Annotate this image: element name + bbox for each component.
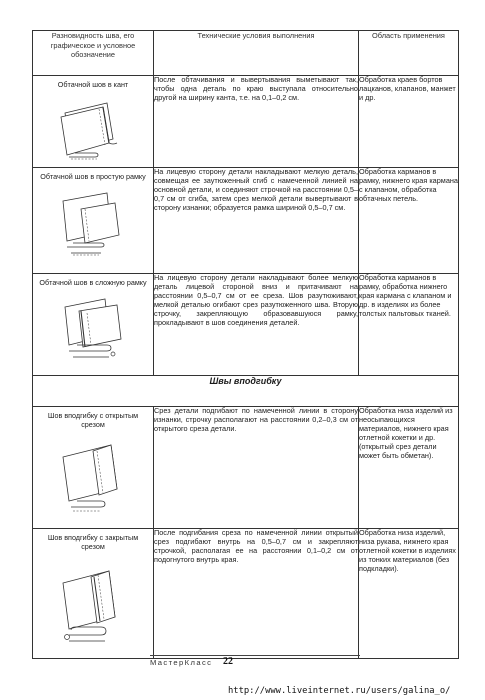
- seam-diagram-icon: [51, 187, 135, 259]
- seam-application: Обработка низа изделий из неосыпающихся материалов, нижнего края отлетной кокетки и др. (открытый срез детали может быть обметан).: [359, 407, 459, 529]
- page-footer: [150, 655, 360, 672]
- seam-type-cell: [33, 529, 154, 659]
- page-number: 22: [223, 656, 233, 667]
- seam-name: Шов вподгибку с закрытым срезом: [47, 533, 139, 552]
- seam-table: [32, 30, 459, 659]
- seam-condition: После подгибания среза по намеченной линии открытый срез подгибают внутрь на 0,5–0,7 см и закрепляют строчкой, располагая ее на расстоянии 0,1–0,2 см от подогнутого внутрь края.: [154, 529, 359, 659]
- seam-condition: На лицевую сторону детали накладывают мелкую деталь, совмещая ее заутюженный сгиб с намеченной линией на основной детали, и соединяют строчкой на расстоянии 0,5–0,7 см от сгиба, затем срез мелкой детали вывертывают в сторону изнанки; образуется рамка шириной 0,5–0,7 см.: [154, 168, 359, 274]
- seam-diagram-icon: [51, 435, 135, 519]
- seam-type-cell: [33, 168, 154, 274]
- seam-condition: После обтачивания и вывертывания выметывают так, чтобы одна деталь по краю выступала относительно другой на ширину канта, т.е. на 0,1–0,2 см.: [154, 76, 359, 168]
- seam-name: Обтачной шов в сложную рамку: [39, 278, 147, 287]
- seam-diagram-icon: [51, 557, 135, 649]
- table-row: [33, 407, 459, 529]
- header-conditions: Технические условия выполнения: [154, 31, 359, 76]
- seam-name: Обтачной шов в простую рамку: [40, 172, 146, 181]
- watermark-url: http://www.liveinternet.ru/users/galina_o/: [228, 686, 451, 696]
- seam-name: Обтачной шов в кант: [57, 80, 129, 89]
- header-application: Область применения: [359, 31, 459, 76]
- table-row: [33, 274, 459, 376]
- section-title: Швы вподгибку: [33, 376, 459, 407]
- seam-name: Шов вподгибку с открытым срезом: [47, 411, 139, 430]
- seam-type-cell: [33, 407, 154, 529]
- seam-type-cell: [33, 274, 154, 376]
- table-row: [33, 76, 459, 168]
- seam-application: Обработка краев бортов лацканов, клапанов, манжет и др.: [359, 76, 459, 168]
- table-row: [33, 529, 459, 659]
- seam-condition: Срез детали подгибают по намеченной линии в сторону изнанки, строчку располагают на расстоянии 0,2–0,3 см от открытого среза детали.: [154, 407, 359, 529]
- seam-condition: На лицевую сторону детали накладывают более мелкую деталь лицевой стороной вниз и притачивают на расстоянии 0,5–0,7 см от ее среза. Шов разутюживают, мелкой деталью огибают срез разутюженного шва. Вторую строчку, закрепляющую образовавшуюся рамку, прокладывают в шов соединения деталей.: [154, 274, 359, 376]
- header-type: Разновидность шва, его графическое и условное обозначение: [33, 31, 154, 76]
- seam-diagram-icon: [51, 293, 135, 363]
- magazine-brand: МастерКласс: [150, 658, 213, 667]
- table-row: [33, 168, 459, 274]
- seam-application: Обработка карманов в рамку, обработка нижнего края кармана с клапаном и др. в изделиях из более толстых пальтовых тканей.: [359, 274, 459, 376]
- seam-application: Обработка низа изделий, низа рукава, нижнего края отлетной кокетки в изделиях из тонких материалов (без подкладки).: [359, 529, 459, 659]
- table-header: [33, 31, 459, 76]
- seam-application: Обработка карманов в рамку, нижнего края кармана с клапаном, обработка обтачных петель.: [359, 168, 459, 274]
- section-header-row: [33, 376, 459, 407]
- seam-type-cell: [33, 76, 154, 168]
- seam-diagram-icon: [51, 95, 135, 163]
